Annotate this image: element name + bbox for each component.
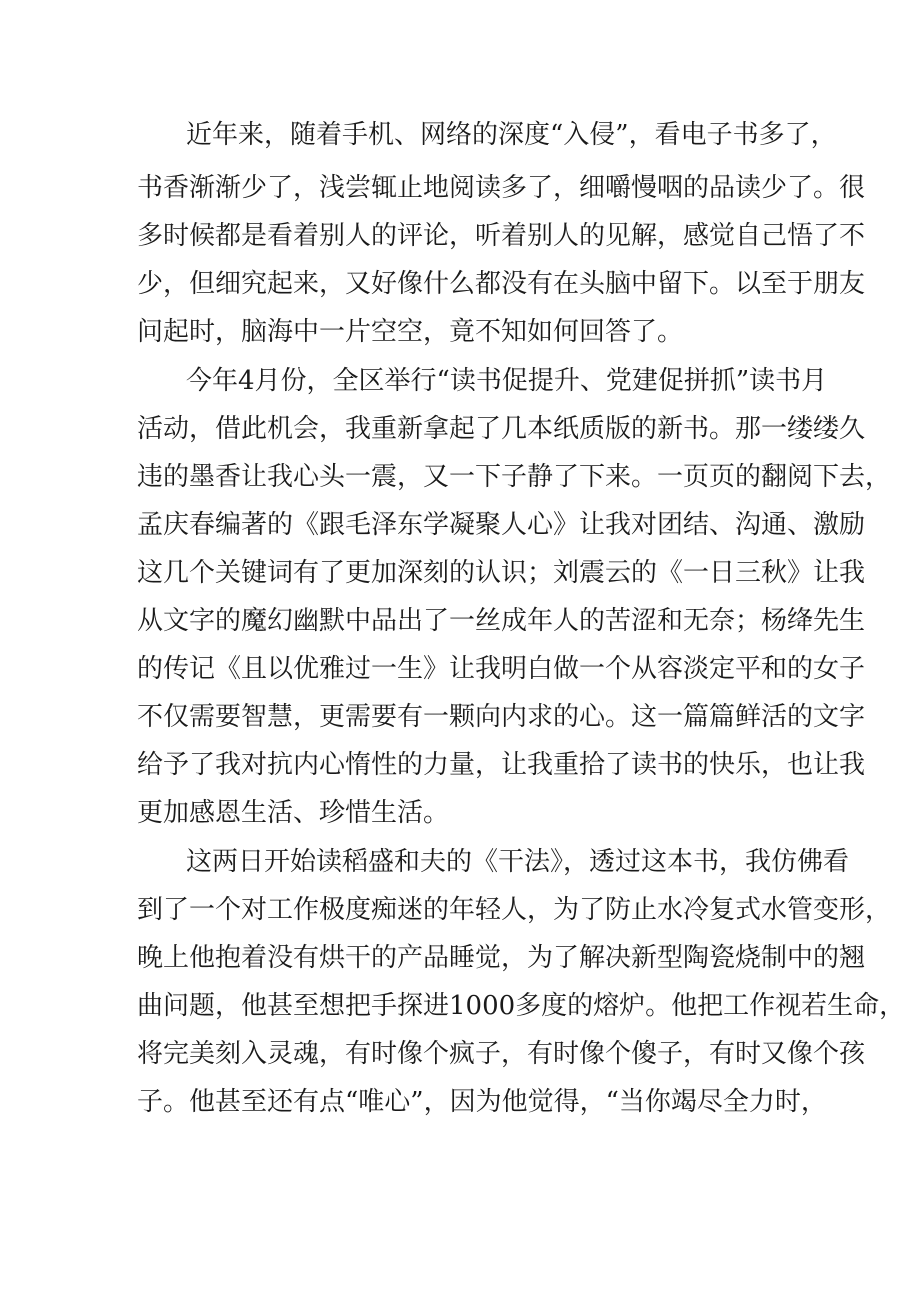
text-line: 近年来，随着手机、网络的深度“入侵”，看电子书多了， bbox=[186, 120, 837, 150]
text-line: 给予了我对抗内心惰性的力量，让我重拾了读书的快乐，也让我 bbox=[137, 750, 866, 780]
text-line: 违的墨香让我心头一震，又一下子静了下来。一页页的翻阅下去， bbox=[137, 462, 892, 492]
text-line: 问起时，脑海中一片空空，竟不知如何回答了。 bbox=[137, 317, 684, 347]
text-line: 这几个关键词有了更加深刻的认识；刘震云的《一日三秋》让我 bbox=[137, 558, 866, 588]
text-line: 活动，借此机会，我重新拿起了几本纸质版的新书。那一缕缕久 bbox=[137, 414, 866, 444]
text-line: 从文字的魔幻幽默中品出了一丝成年人的苦涩和无奈；杨绛先生 bbox=[137, 606, 866, 636]
text-line: 子。他甚至还有点“唯心”，因为他觉得，“当你竭尽全力时， bbox=[137, 1087, 827, 1117]
text-line: 孟庆春编著的《跟毛泽东学凝聚人心》让我对团结、沟通、激励 bbox=[137, 510, 866, 540]
text-line: 少，但细究起来，又好像什么都没有在头脑中留下。以至于朋友 bbox=[137, 269, 866, 299]
text-line: 将完美刻入灵魂，有时像个疯子，有时像个傻子，有时又像个孩 bbox=[137, 1039, 866, 1069]
text-line: 曲问题，他甚至想把手探进1000多度的熔炉。他把工作视若生命， bbox=[137, 991, 906, 1021]
text-line: 更加感恩生活、珍惜生活。 bbox=[137, 798, 450, 828]
text-line: 书香渐渐少了，浅尝辄止地阅读多了，细嚼慢咽的品读少了。很 bbox=[137, 173, 866, 203]
text-line: 到了一个对工作极度痴迷的年轻人，为了防止水冷复式水管变形， bbox=[137, 895, 892, 925]
text-line: 这两日开始读稻盛和夫的《干法》，透过这本书，我仿佛看 bbox=[186, 847, 850, 877]
text-line: 多时候都是看着别人的评论，听着别人的见解，感觉自己悟了不 bbox=[137, 221, 866, 251]
text-line: 晚上他抱着没有烘干的产品睡觉，为了解决新型陶瓷烧制中的翘 bbox=[137, 943, 866, 973]
text-line: 的传记《且以优雅过一生》让我明白做一个从容淡定平和的女子 bbox=[137, 654, 866, 684]
text-line: 今年4月份，全区举行“读书促提升、党建促拼抓”读书月 bbox=[186, 366, 828, 396]
text-line: 不仅需要智慧，更需要有一颗向内求的心。这一篇篇鲜活的文字 bbox=[137, 702, 866, 732]
